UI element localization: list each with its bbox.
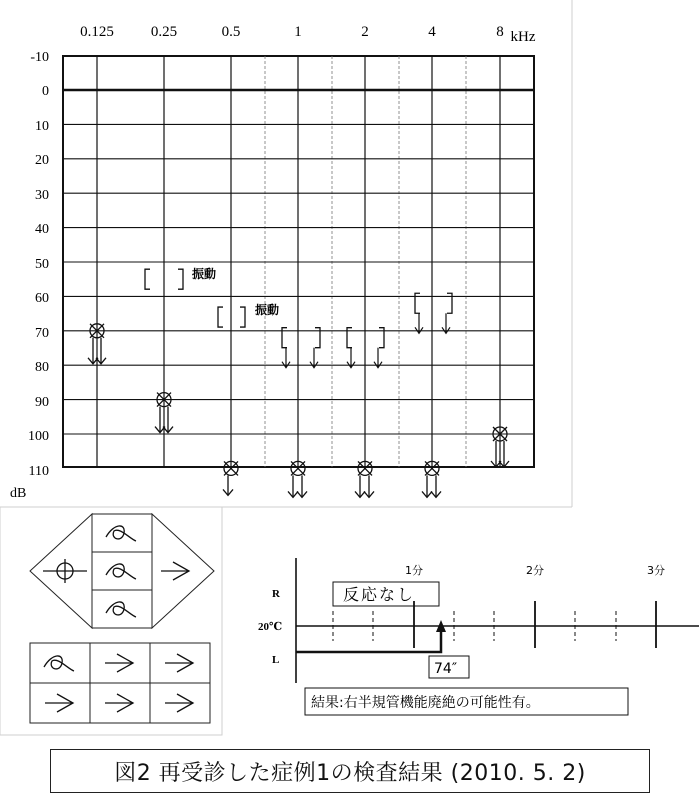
legend-cell [92,552,152,590]
coil-icon [106,602,136,617]
db-axis-labels [28,50,49,479]
freq-label: 4 [428,24,436,40]
coil-path [106,526,136,541]
bone-conduction-bracket [145,269,150,289]
freq-label: 8 [496,24,504,40]
symbol-legend [0,507,222,735]
db-label: 110 [28,464,49,479]
db-label: 60 [35,291,49,306]
coil-icon [106,564,136,579]
db-label: 100 [28,429,49,444]
result-text: 結果:右半規管機能廃絶の可能性有。 [311,695,540,711]
no-response-label: 反応なし [343,585,416,604]
no-response-arrow [288,475,298,497]
left-response-line [296,630,441,652]
coil-path [106,602,136,617]
frequency-axis-labels [80,24,536,45]
no-response-arrow [223,475,233,495]
arrow-fork-icon [105,694,133,712]
caloric-ticks [333,601,656,648]
time-label: 3分 [647,564,665,577]
arrow-fork-icon [161,562,189,580]
row-label-temp: 20℃ [258,621,283,633]
freq-label: 0.5 [221,24,241,40]
db-label: 20 [35,153,49,168]
bone-conduction-bracket [178,269,183,289]
caloric-row-labels [258,588,282,666]
coil-icon [106,526,136,541]
freq-label: 2 [361,24,369,40]
figure-caption-box [50,749,650,793]
db-label: -10 [30,50,49,65]
legend-cell [92,514,152,552]
coil-path [44,656,74,671]
bone-conduction-bracket [218,307,223,327]
no-response-arrow [355,475,365,497]
legend-symbols [43,526,193,712]
caloric-test-chart [258,558,699,715]
latency-label: 74″ [434,661,458,677]
caloric-time-labels [405,563,665,577]
no-response-arrow [431,475,441,497]
db-label: 70 [35,326,49,341]
freq-label: 0.125 [80,24,114,40]
arrow-fork-icon [45,694,73,712]
bone-conduction-bracket [240,307,245,327]
freq-label: 1 [294,24,302,40]
db-label: 40 [35,222,49,237]
db-unit: dB [10,486,27,501]
audiogram-grid [63,56,534,467]
db-label: 90 [35,395,49,410]
freq-label: 0.25 [150,24,178,40]
phi-icon [43,559,87,583]
db-label: 30 [35,188,49,203]
no-response-arrow [422,475,432,497]
freq-unit: kHz [510,29,536,45]
bone-conduction-label: 振動 [192,267,217,281]
arrow-fork-icon [165,654,193,672]
row-label-l: L [272,654,280,666]
bone-conduction-label: 振動 [255,303,280,317]
legend-cell [92,590,152,628]
time-label: 1分 [405,564,423,577]
no-response-arrow [364,475,374,497]
arrow-fork-icon [165,694,193,712]
row-label-r: R [272,588,280,600]
db-label: 10 [35,119,49,134]
arrow-fork-icon [105,654,133,672]
no-response-arrow [297,475,307,497]
time-label: 2分 [526,564,544,577]
figure-caption: 図2 再受診した症例1の検査結果 (2010. 5. 2) [114,760,586,786]
coil-icon [44,656,74,671]
db-label: 0 [42,84,49,99]
coil-path [106,564,136,579]
db-label: 50 [35,257,49,272]
db-label: 80 [35,360,49,375]
